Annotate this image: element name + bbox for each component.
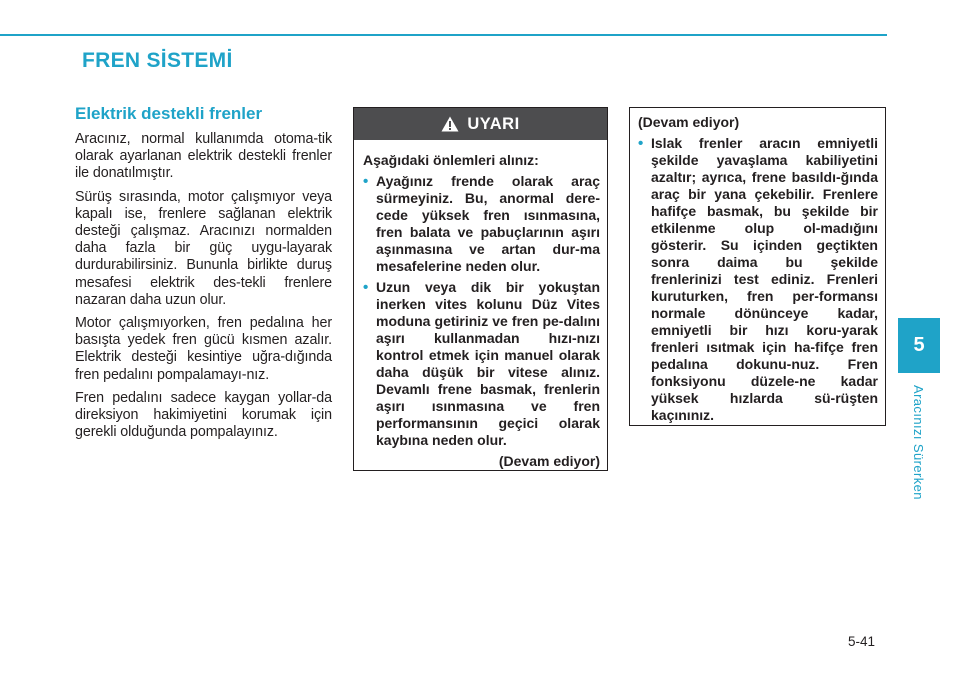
continued-box xyxy=(629,107,886,426)
top-rule xyxy=(0,34,887,36)
page-number: 5-41 xyxy=(848,634,876,649)
chapter-number: 5 xyxy=(913,334,925,356)
warning-box xyxy=(353,107,608,471)
continued-list xyxy=(638,135,878,424)
warning-intro: Aşağıdaki önlemleri alınız: xyxy=(363,152,539,168)
paragraph: Fren pedalını sadece kaygan yollar-da direksiyon hakimiyetini korumak için gerekli olduğunda pompalayınız. xyxy=(75,389,332,441)
warning-content xyxy=(354,140,607,470)
paragraph: Sürüş sırasında, motor çalışmıyor veya kapalı ise, frenlere sağlanan elektrik desteği çalışmaz. Aracınızı normalden daha fazla bir güç uygu-layarak durdurabilirsiniz. Bununla birlikte duruş mesafesi elektrik des-tekli frenlere nazaran daha uzun olur. xyxy=(75,188,332,308)
warning-list xyxy=(363,173,600,449)
warning-triangle-icon xyxy=(441,116,459,132)
list-item: • Ayağınız frende olarak araç sürmeyiniz. Bu, anormal dere-cede yüksek fren ısınmasına, fren balata ve pabuçlarının aşırı aşınmasına ve artan dur-ma mesafelerine neden olur. xyxy=(363,173,600,275)
chapter-tab xyxy=(898,318,940,373)
continued-content xyxy=(630,108,885,424)
continued-heading: (Devam ediyor) xyxy=(638,114,740,130)
section-title: FREN SİSTEMİ xyxy=(82,49,233,72)
warning-header xyxy=(354,108,607,140)
subheading: Elektrik destekli frenler xyxy=(75,104,263,123)
continued-label: (Devam ediyor) xyxy=(498,453,600,469)
list-item: • Uzun veya dik bir yokuştan inerken vites kolunu Düz Vites moduna getiriniz ve fren pe-dalını aşırı kullanmadan hızı-nızı kontrol etmek için manuel olarak daha düşük bir vitese alınız. Devamlı frene basmak, frenlerin aşırı ısınmasına ve fren performansının geçici olarak kaybına neden olur. xyxy=(363,279,600,449)
left-column xyxy=(75,104,332,447)
paragraph: Motor çalışmıyorken, fren pedalına her basışta yedek fren gücü kısmen azalır. Elektrik desteği kesintiye uğra-dığında fren pedalını pompalamayı-nız. xyxy=(75,315,332,383)
paragraph: Aracınız, normal kullanımda otoma-tik olarak ayarlanan elektrik destekli frenler ile donatılmıştır. xyxy=(75,131,332,182)
list-item: • Islak frenler aracın emniyetli şekilde yavaşlama kabiliyetini azaltır; ayrıca, frene basıldı-ğında araç bir yana çekebilir. Frenlere hafifçe basmak, bu şekilde bir etkilenme olup ol-madığını gösterir. Su içinden geçtikten sonra daima bu şekilde frenlerinizi test ediniz. Frenleri kuruturken, fren per-formansı normale dönünceye kadar, emniyetli bir hızı koru-yarak frenleri ısıtmak için ha-fifçe fren pedalına dokunu-nuz. Fren fonksiyonu düzele-ne kadar yüksek hızlarda sü-rüşten kaçınınız. xyxy=(638,135,878,424)
warning-label: UYARI xyxy=(467,114,520,133)
chapter-title-text: Aracınızı Sürerken xyxy=(911,385,926,500)
